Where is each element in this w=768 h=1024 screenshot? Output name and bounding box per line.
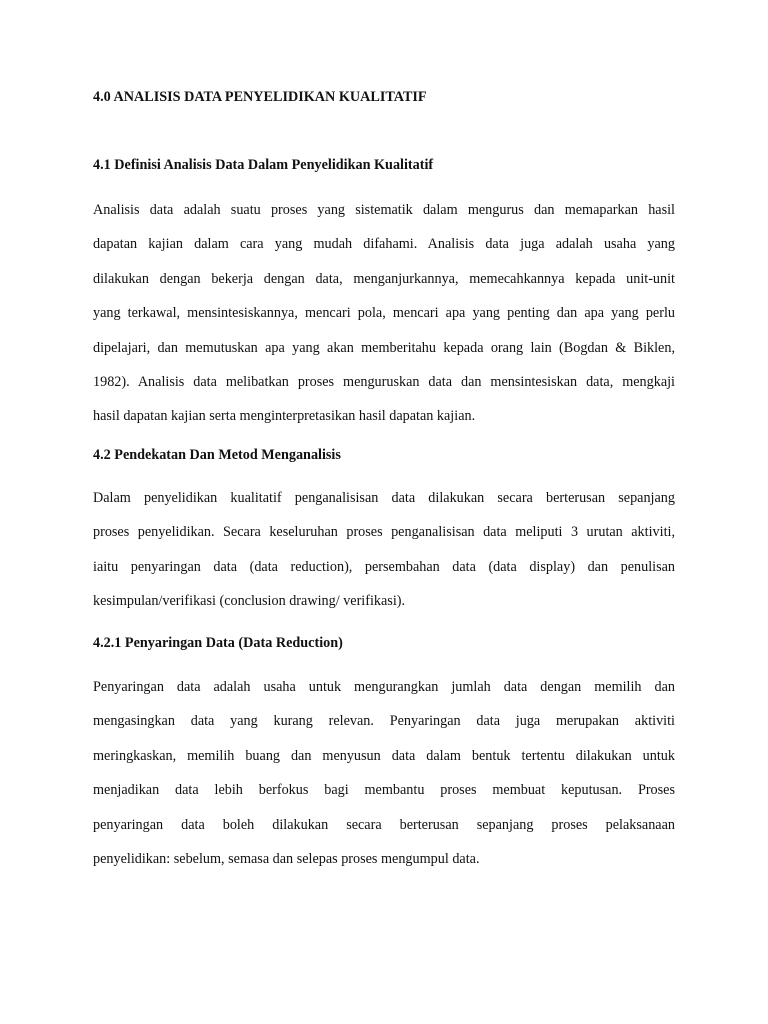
paragraph-line: dilakukan dengan bekerja dengan data, menganjurkannya, memecahkannya kepada unit-unit bbox=[93, 270, 675, 287]
paragraph-line: dipelajari, dan memutuskan apa yang akan memberitahu kepada orang lain (Bogdan & Biklen, bbox=[93, 339, 675, 356]
paragraph-line: Penyaringan data adalah usaha untuk mengurangkan jumlah data dengan memilih dan bbox=[93, 679, 675, 695]
paragraph-line: Dalam penyelidikan kualitatif penganalisisan data dilakukan secara berterusan sepanjang bbox=[93, 490, 675, 506]
section-heading-4-1: 4.1 Definisi Analisis Data Dalam Penyelidikan Kualitatif bbox=[93, 157, 434, 173]
paragraph-line: proses penyelidikan. Secara keseluruhan proses penganalisisan data meliputi 3 urutan aktiviti, bbox=[93, 524, 675, 541]
paragraph-line: hasil dapatan kajian serta menginterpretasikan hasil dapatan kajian. bbox=[93, 408, 476, 425]
section-paragraph-4-1 bbox=[93, 193, 675, 434]
paragraph-line: mengasingkan data yang kurang relevan. Penyaringan data juga merupakan aktiviti bbox=[93, 713, 675, 730]
paragraph-line: menjadikan data lebih berfokus bagi membantu proses membuat keputusan. Proses bbox=[93, 782, 675, 799]
paragraph-line: dapatan kajian dalam cara yang mudah difahami. Analisis data juga adalah usaha yang bbox=[93, 236, 675, 253]
section-paragraph-4-2-1 bbox=[93, 670, 675, 876]
paragraph-line: penyaringan data boleh dilakukan secara berterusan sepanjang proses pelaksanaan bbox=[93, 816, 675, 833]
paragraph-line: 1982). Analisis data melibatkan proses menguruskan data dan mensintesiskan data, mengkaji bbox=[93, 373, 675, 390]
paragraph-line: iaitu penyaringan data (data reduction), persembahan data (data display) dan penulisan bbox=[93, 558, 675, 575]
paragraph-line: yang terkawal, mensintesiskannya, mencari pola, mencari apa yang penting dan apa yang perlu bbox=[93, 305, 675, 322]
section-heading-4-2-1: 4.2.1 Penyaringan Data (Data Reduction) bbox=[93, 635, 343, 651]
paragraph-line: penyelidikan: sebelum, semasa dan selepas proses mengumpul data. bbox=[93, 850, 480, 867]
section-heading-4-2: 4.2 Pendekatan Dan Metod Menganalisis bbox=[93, 447, 341, 463]
paragraph-line: meringkaskan, memilih buang dan menyusun data dalam bentuk tertentu dilakukan untuk bbox=[93, 747, 675, 764]
paragraph-line: kesimpulan/verifikasi (conclusion drawing/ verifikasi). bbox=[93, 593, 406, 610]
main-heading: 4.0 ANALISIS DATA PENYELIDIKAN KUALITATIF bbox=[93, 89, 427, 105]
paragraph-line: Analisis data adalah suatu proses yang sistematik dalam mengurus dan memaparkan hasil bbox=[93, 202, 675, 218]
section-paragraph-4-2 bbox=[93, 481, 675, 619]
